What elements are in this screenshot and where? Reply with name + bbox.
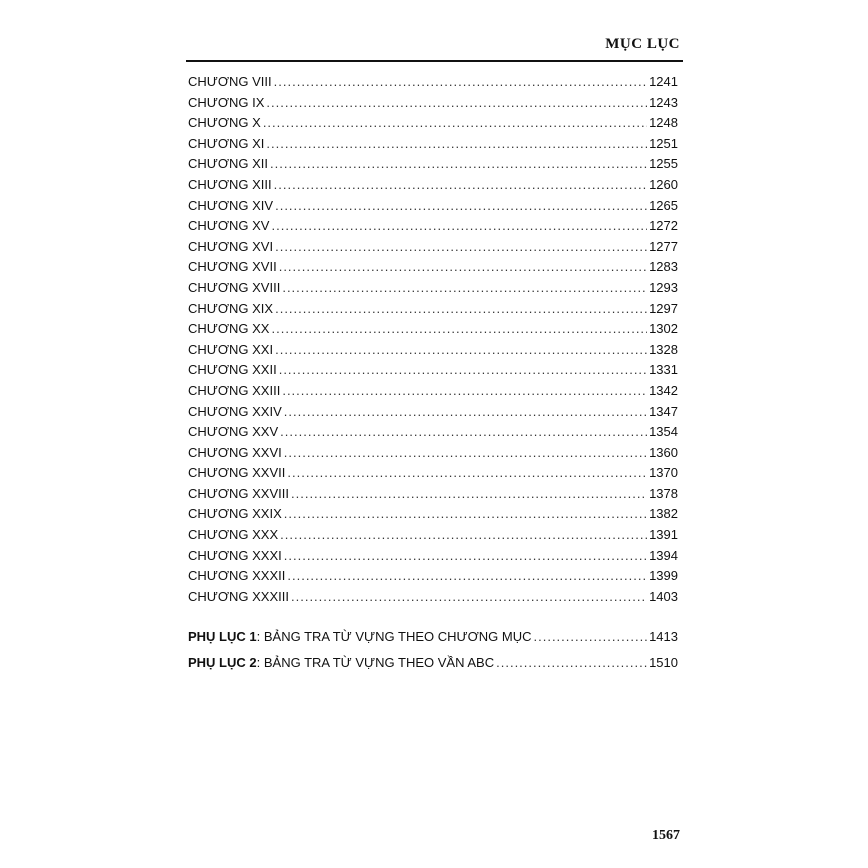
toc-leader-dots xyxy=(266,134,647,155)
toc-entry xyxy=(188,134,678,155)
appendix-prefix: PHỤ LỤC 1 xyxy=(188,629,257,644)
toc-entry xyxy=(188,360,678,381)
toc-entry-page: 1277 xyxy=(649,238,678,254)
toc-entry xyxy=(188,340,678,361)
toc-leader-dots xyxy=(287,566,647,587)
toc-entry-page: 1283 xyxy=(649,259,678,275)
toc-entry-label: CHƯƠNG XXIX xyxy=(188,506,282,522)
toc-entry-label: CHƯƠNG XXVIII xyxy=(188,485,289,501)
page-number: 1567 xyxy=(652,828,680,843)
toc-entry-page: 1342 xyxy=(649,382,678,398)
toc-leader-dots xyxy=(279,257,647,278)
toc-entry xyxy=(188,566,678,587)
toc-entry-page: 1328 xyxy=(649,341,678,357)
appendix-entry xyxy=(188,624,678,650)
toc-entry xyxy=(188,216,678,237)
toc-leader-dots xyxy=(291,484,647,505)
toc-entry-label: CHƯƠNG XXXI xyxy=(188,547,282,563)
toc-leader-dots xyxy=(279,360,647,381)
toc-entry xyxy=(188,278,678,299)
toc-entry xyxy=(188,546,678,567)
toc-entry-label: CHƯƠNG XXIV xyxy=(188,403,282,419)
toc-entry-label: CHƯƠNG VIII xyxy=(188,74,272,89)
toc-entry xyxy=(188,484,678,505)
toc-entry xyxy=(188,175,678,196)
toc-leader-dots xyxy=(271,216,647,237)
toc-leader-dots xyxy=(280,525,647,546)
toc-entry-label: CHƯƠNG XXXII xyxy=(188,568,286,584)
toc-list xyxy=(188,72,678,607)
toc-leader-dots xyxy=(284,402,647,423)
toc-leader-dots xyxy=(287,463,647,484)
toc-entry-page: 1347 xyxy=(649,403,678,419)
toc-leader-dots xyxy=(266,93,647,114)
toc-entry-label: CHƯƠNG XXII xyxy=(188,362,277,378)
toc-leader-dots xyxy=(275,299,647,320)
toc-entry-page: 1354 xyxy=(649,424,678,440)
toc-entry-page: 1394 xyxy=(649,547,678,563)
toc-entry-label: CHƯƠNG XII xyxy=(188,156,269,172)
toc-leader-dots xyxy=(284,443,647,464)
toc-entry-label: CHƯƠNG XV xyxy=(188,218,270,234)
toc-entry xyxy=(188,237,678,258)
toc-entry-page: 1255 xyxy=(649,156,678,172)
toc-entry-label: CHƯƠNG XVII xyxy=(188,259,277,275)
toc-entry-page: 1297 xyxy=(649,300,678,316)
toc-entry xyxy=(188,196,678,217)
appendix-title: : BẢNG TRA TỪ VỰNG THEO VẦN ABC xyxy=(256,655,495,670)
toc-entry xyxy=(188,402,678,423)
toc-entry-label: CHƯƠNG XI xyxy=(188,135,265,151)
header-rule xyxy=(186,60,683,62)
toc-entry-page: 1293 xyxy=(649,279,678,295)
toc-entry-label: CHƯƠNG IX xyxy=(188,94,265,110)
toc-leader-dots xyxy=(274,175,647,196)
toc-entry-label: CHƯƠNG XX xyxy=(188,321,270,337)
toc-entry-page: 1370 xyxy=(649,465,678,481)
toc-entry-page: 1378 xyxy=(649,485,678,501)
toc-entry-page: 1272 xyxy=(649,218,678,234)
toc-leader-dots xyxy=(284,504,647,525)
toc-entry-label: CHƯƠNG XIV xyxy=(188,197,274,213)
toc-leader-dots xyxy=(274,72,647,93)
toc-leader-dots xyxy=(263,113,647,134)
toc-entry xyxy=(188,525,678,546)
appendix-entry xyxy=(188,650,678,676)
toc-leader-dots xyxy=(291,587,647,608)
toc-entry xyxy=(188,257,678,278)
toc-entry-label: CHƯƠNG XIII xyxy=(188,176,272,192)
toc-entry-label: CHƯƠNG XXV xyxy=(188,424,279,440)
toc-entry xyxy=(188,587,678,608)
toc-entry-page: 1248 xyxy=(649,115,678,131)
toc-entry xyxy=(188,319,678,340)
toc-entry-page: 1265 xyxy=(649,197,678,213)
appendix-title: : BẢNG TRA TỪ VỰNG THEO CHƯƠNG MỤC xyxy=(256,629,532,644)
toc-entry-label: CHƯƠNG XXXIII xyxy=(188,588,289,604)
appendix-entry-page: 1510 xyxy=(649,655,678,670)
toc-entry xyxy=(188,381,678,402)
toc-leader-dots xyxy=(280,422,647,443)
toc-entry-page: 1399 xyxy=(649,568,678,584)
toc-leader-dots xyxy=(275,237,647,258)
toc-entry xyxy=(188,72,678,93)
toc-entry xyxy=(188,443,678,464)
toc-entry-label: CHƯƠNG XXI xyxy=(188,341,274,357)
appendix-entry-page: 1413 xyxy=(649,629,678,644)
appendix-list xyxy=(188,624,678,676)
toc-entry xyxy=(188,504,678,525)
toc-entry xyxy=(188,463,678,484)
toc-leader-dots xyxy=(282,381,647,402)
toc-entry xyxy=(188,299,678,320)
toc-entry-page: 1251 xyxy=(649,135,678,151)
toc-leader-dots xyxy=(534,624,648,650)
page-header-title: MỤC LỤC xyxy=(605,36,680,52)
toc-entry-page: 1382 xyxy=(649,506,678,522)
toc-entry xyxy=(188,93,678,114)
toc-entry-label: CHƯƠNG XVIII xyxy=(188,279,281,295)
toc-leader-dots xyxy=(275,196,647,217)
toc-entry-page: 1331 xyxy=(649,362,678,378)
appendix-entry-label xyxy=(188,650,494,676)
toc-entry xyxy=(188,154,678,175)
appendix-prefix: PHỤ LỤC 2 xyxy=(188,655,257,670)
appendix-entry-label xyxy=(188,624,532,650)
toc-entry-page: 1260 xyxy=(649,176,678,192)
toc-entry xyxy=(188,113,678,134)
toc-entry-page: 1391 xyxy=(649,527,678,543)
toc-entry-page: 1241 xyxy=(649,74,678,89)
toc-entry-label: CHƯƠNG X xyxy=(188,115,261,131)
toc-entry-label: CHƯƠNG XVI xyxy=(188,238,274,254)
toc-entry-label: CHƯƠNG XXIII xyxy=(188,382,281,398)
toc-entry-label: CHƯƠNG XXVII xyxy=(188,465,286,481)
toc-entry-label: CHƯƠNG XIX xyxy=(188,300,274,316)
toc-leader-dots xyxy=(275,340,647,361)
toc-leader-dots xyxy=(496,650,647,676)
toc-leader-dots xyxy=(282,278,647,299)
toc-leader-dots xyxy=(270,154,647,175)
toc-entry-label: CHƯƠNG XXVI xyxy=(188,444,282,460)
toc-entry xyxy=(188,422,678,443)
toc-entry-page: 1360 xyxy=(649,444,678,460)
toc-leader-dots xyxy=(271,319,647,340)
toc-entry-label: CHƯƠNG XXX xyxy=(188,527,279,543)
toc-leader-dots xyxy=(284,546,647,567)
toc-entry-page: 1403 xyxy=(649,588,678,604)
toc-entry-page: 1243 xyxy=(649,94,678,110)
toc-entry-page: 1302 xyxy=(649,321,678,337)
